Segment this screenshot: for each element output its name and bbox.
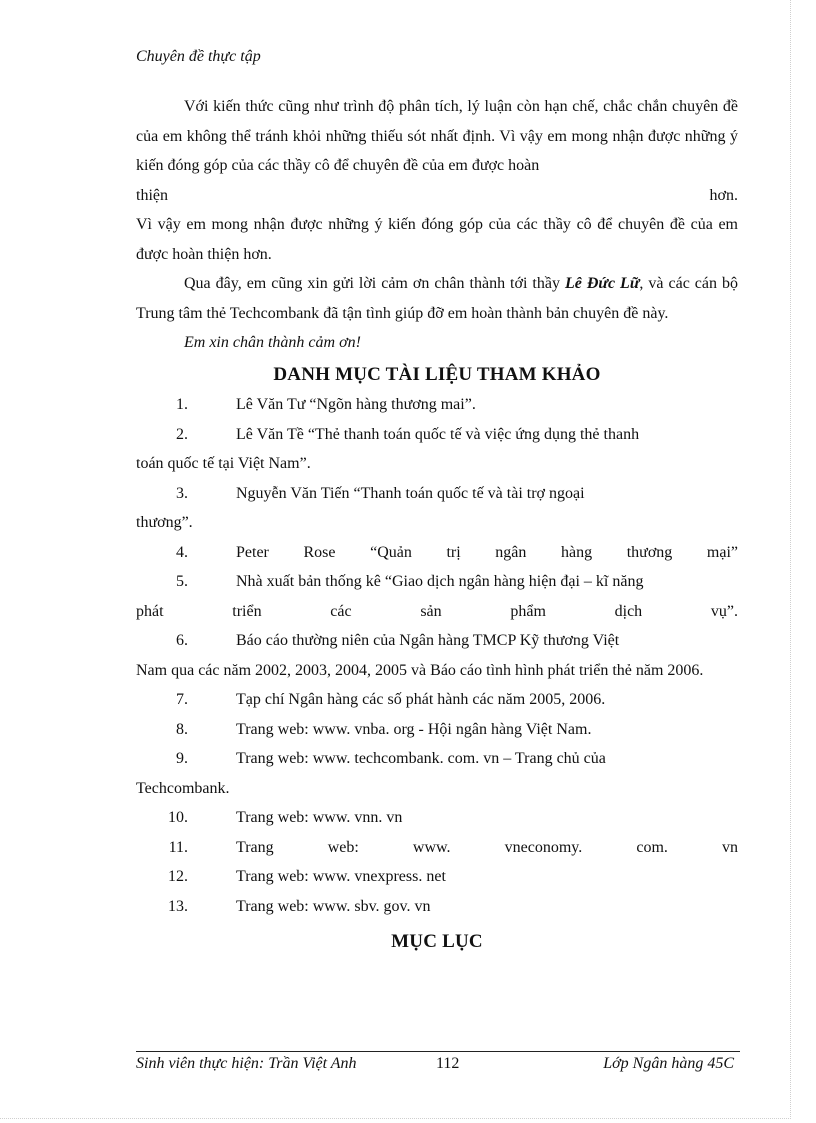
footer-class: Lớp Ngân hàng 45C: [603, 1055, 734, 1072]
reference-number: 13.: [168, 897, 188, 915]
reference-text: Trang web: www. techcombank. com. vn – Trang chủ của: [236, 750, 606, 767]
reference-number: 2.: [176, 425, 188, 443]
reference-item-4: [136, 538, 738, 568]
reference-number: 4.: [176, 543, 188, 561]
toc-heading: MỤC LỤC: [391, 931, 483, 952]
intro-paragraph-3-end: , và các cán bộ Trung tâm thẻ Techcombank đã tận tình giúp đỡ em hoàn thành bản chuyên đề này.: [136, 275, 739, 322]
reference-text: Trang web: www. vneconomy. com. vn: [236, 838, 738, 856]
reference-text: Lê Văn Tư “Ngõn hàng thương mai”.: [236, 396, 476, 413]
reference-item-7: [136, 685, 738, 715]
intro-paragraph-2: Vì vậy em mong nhận được những ý kiến đóng góp của các thầy cô để chuyên đề của em được hoàn thiện hơn.: [136, 216, 738, 263]
reference-item-11: [136, 833, 738, 863]
intro-paragraph-3-start: Qua đây, em cũng xin gửi lời cảm ơn chân thành tới thầy: [184, 275, 565, 292]
reference-item-13: [136, 892, 738, 922]
reference-item-12: [136, 862, 738, 892]
reference-item-6: [136, 626, 738, 656]
intro-paragraph-1-text: Với kiến thức cũng như trình độ phân tích, lý luận còn hạn chế, chắc chắn chuyên đề của em không thể tránh khỏi những thiếu sót nhất định. Vì vậy em mong nhận được những ý kiến đóng góp của các thầy cô để chuyên đề của em được hoàn: [136, 98, 738, 174]
reference-item-10: [136, 803, 738, 833]
reference-number: 6.: [176, 632, 188, 649]
footer-student: Sinh viên thực hiện: Trần Việt Anh: [136, 1055, 357, 1072]
reference-item-5: [136, 567, 738, 597]
reference-number: 3.: [176, 484, 188, 502]
reference-text: Lê Văn Tề “Thẻ thanh toán quốc tế và việc ứng dụng thẻ thanh: [236, 425, 640, 443]
reference-number: 1.: [176, 396, 188, 413]
reference-number: 8.: [176, 720, 188, 738]
reference-item-9: [136, 744, 738, 774]
reference-text: Nhà xuất bản thống kê “Giao dịch ngân hàng hiện đại – kĩ năng: [236, 573, 644, 590]
reference-text: Trang web: www. vnn. vn: [236, 809, 403, 826]
reference-number: 12.: [168, 868, 188, 885]
reference-number: 9.: [176, 750, 188, 767]
reference-item-2: [136, 420, 738, 450]
references-heading: DANH MỤC TÀI LIỆU THAM KHẢO: [273, 363, 601, 385]
reference-continuation: phát triển các sản phẩm dịch vụ”.: [136, 602, 738, 620]
page-number: 112: [436, 1055, 460, 1072]
intro-paragraph-1-end: thiện hơn.: [136, 186, 738, 204]
document-body: [136, 92, 738, 958]
reference-text: Trang web: www. vnba. org - Hội ngân hàng Việt Nam.: [236, 720, 592, 738]
reference-number: 10.: [168, 809, 188, 826]
reference-item-1: [136, 390, 738, 420]
reference-text: Báo cáo thường niên của Ngân hàng TMCP Kỹ thương Việt: [236, 632, 620, 649]
references-list: [136, 390, 738, 921]
reference-number: 5.: [176, 573, 188, 590]
advisor-name: Lê Đức Lữ: [564, 275, 640, 292]
reference-continuation: thương”.: [136, 514, 193, 531]
intro-paragraph-3: [136, 269, 738, 328]
reference-item-3: [136, 479, 738, 509]
reference-continuation: Nam qua các năm 2002, 2003, 2004, 2005 và Báo cáo tình hình phát triển thẻ năm 2006.: [136, 661, 704, 679]
reference-continuation: Techcombank.: [136, 779, 230, 797]
reference-text: Tạp chí Ngân hàng các số phát hành các năm 2005, 2006.: [236, 691, 606, 708]
thanks-line: Em xin chân thành cảm ơn!: [184, 334, 361, 351]
reference-continuation: toán quốc tế tại Việt Nam”.: [136, 455, 311, 472]
running-header: Chuyên đề thực tập: [136, 48, 261, 65]
reference-text: Nguyễn Văn Tiến “Thanh toán quốc tế và tài trợ ngoại: [236, 484, 585, 502]
reference-item-8: [136, 715, 738, 745]
reference-text: Peter Rose “Quản trị ngân hàng thương mại”: [236, 543, 738, 561]
intro-paragraph-1: [136, 92, 738, 181]
reference-number: 11.: [168, 838, 188, 856]
reference-number: 7.: [176, 691, 188, 708]
reference-text: Trang web: www. sbv. gov. vn: [236, 897, 431, 915]
footer-divider: [136, 1051, 740, 1052]
intro-paragraph-1-last-line: [136, 181, 738, 211]
reference-text: Trang web: www. vnexpress. net: [236, 868, 446, 885]
